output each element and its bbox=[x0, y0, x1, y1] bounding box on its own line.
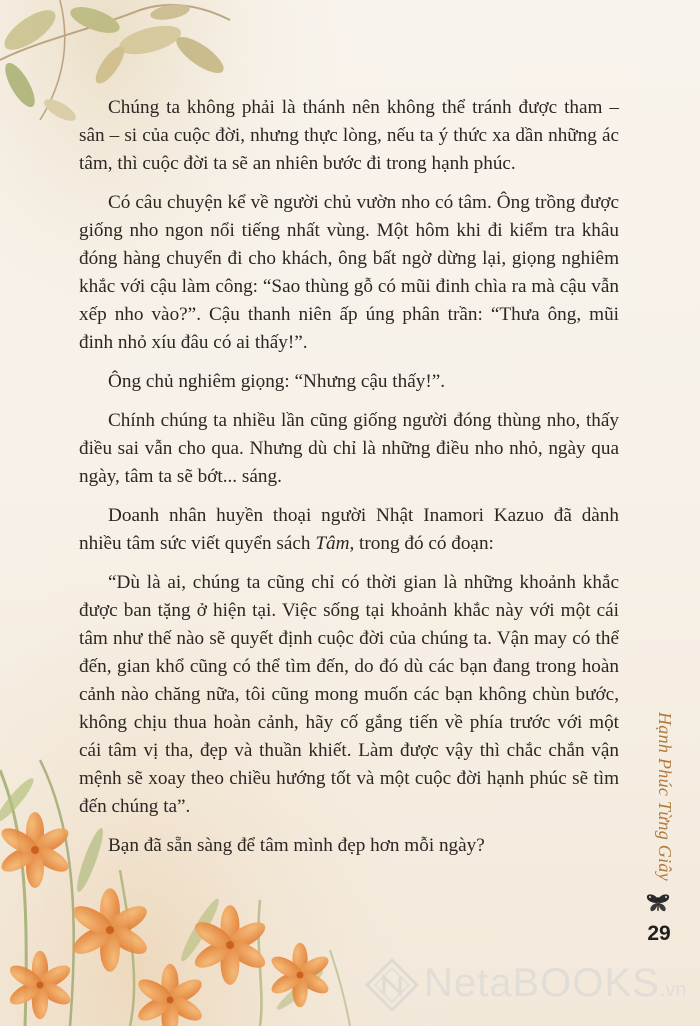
paragraph: Bạn đã sẵn sàng để tâm mình đẹp hơn mỗi ngày? bbox=[108, 835, 485, 856]
paragraph: Chúng ta không phải là thánh nên không thể tránh được tham – sân – si của cuộc đời, nhưng thực lòng, nếu ta ý thức xa dần những ác tâm, thì cuộc đời ta sẽ an nhiên bước đi trong hạnh phúc. bbox=[79, 97, 619, 174]
page-number: 29 bbox=[647, 922, 671, 945]
book-title-vertical: Hạnh Phúc Từng Giây bbox=[655, 712, 675, 882]
netabooks-logo-icon bbox=[364, 957, 420, 1013]
paragraph: Có câu chuyện kể về người chủ vườn nho có tâm. Ông trồng được giống nho ngon nổi tiếng nhất vùng. Một hôm khi đi kiểm tra khâu đóng hàng chuyển đi cho khách, ông bất ngờ dừng lại, giọng nghiêm khắc với cậu làm công: “Sao thùng gỗ có mũi đinh chìa ra mà cậu vẫn xếp nho vào?”. Cậu thanh niên ấp úng phân trần: “Thưa ông, mũi đinh nhỏ xíu đâu có ai thấy!”. bbox=[79, 192, 619, 353]
body-text bbox=[79, 94, 619, 871]
netabooks-watermark bbox=[360, 955, 700, 1015]
paragraph-text: , trong đó có đoạn: bbox=[349, 533, 494, 554]
watermark-brand: NetaBOOKS bbox=[424, 961, 660, 1005]
watermark-text bbox=[424, 961, 686, 1012]
paragraph-text: Doanh nhân huyền thoại người Nhật Inamori Kazuo đã dành nhiều tâm sức viết quyển sách bbox=[79, 505, 619, 554]
book-title: Tâm bbox=[315, 533, 350, 554]
paragraph: Ông chủ nghiêm giọng: “Nhưng cậu thấy!”. bbox=[108, 371, 446, 392]
butterfly-icon bbox=[646, 893, 670, 913]
watermark-suffix: .vn bbox=[659, 979, 687, 1001]
paragraph bbox=[79, 502, 619, 558]
quote-paragraph: “Dù là ai, chúng ta cũng chỉ có thời gian là những khoảnh khắc được ban tặng ở hiện tại. Việc sống tại khoảnh khắc này với một cái tâm như thế nào sẽ quyết định cuộc đời của chúng ta. Vận may có thể đến, gian khổ cũng có thể tìm đến, do đó dù các bạn đang trong hoàn cảnh nào chăng nữa, tôi cũng mong muốn các bạn không chùn bước, không chịu thua hoàn cảnh, hãy cố gắng tiến về phía trước với một cái tâm vị tha, đẹp và thuần khiết. Làm được vậy thì chắc chắn vận mệnh sẽ xoay theo chiều hướng tốt và một cuộc đời hạnh phúc sẽ tìm đến chúng ta”. bbox=[79, 572, 619, 817]
paragraph: Chính chúng ta nhiều lần cũng giống người đóng thùng nho, thấy điều sai vẫn cho qua. Nhưng dù chỉ là những điều nho nhỏ, ngày qua ngày, tâm ta sẽ bớt... sáng. bbox=[79, 410, 619, 487]
